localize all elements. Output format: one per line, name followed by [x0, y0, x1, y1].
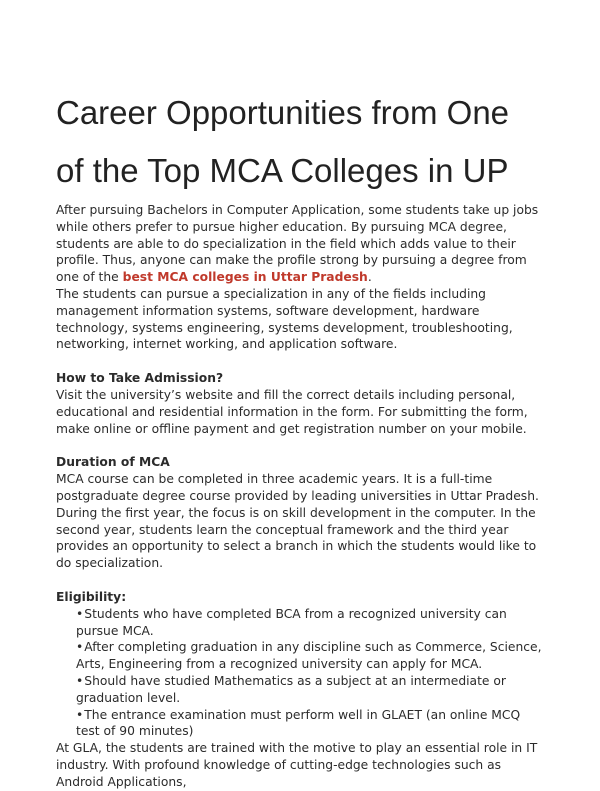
list-item [76, 673, 546, 707]
list-item-text: Should have studied Mathematics as a subject at an intermediate or graduation level. [76, 673, 506, 705]
title-line-1: Career Opportunities from One [56, 94, 510, 131]
admission-heading: How to Take Admission? [56, 371, 224, 386]
duration-paragraph: MCA course can be completed in three academic years. It is a full-time postgraduate degree course provided by leading universities in Uttar Pradesh. During the first year, the focus is on skill development in the computer. In the second year, students learn the conceptual framework and the third year provides an opportunity to select a branch in which the students would like to do specialization. [56, 472, 539, 571]
bullet-icon: • [76, 673, 84, 688]
intro-end: . [367, 270, 372, 285]
list-item-text: The entrance examination must perform well in GLAET (an online MCQ test of 90 minutes) [76, 707, 521, 739]
bullet-icon: • [76, 707, 84, 722]
list-item [76, 606, 546, 640]
list-item [76, 707, 546, 741]
list-item [76, 639, 546, 673]
list-item-text: Students who have completed BCA from a recognized university can pursue MCA. [76, 606, 507, 638]
title-line-2: of the Top MCA Colleges in UP [56, 152, 509, 189]
intro-text: After pursuing Bachelors in Computer Application, some students take up jobs while others prefer to pursue higher education. By pursuing MCA degree, students are able to do specialization in the field which adds value to their profile. Thus, anyone can make the profile strong by pursuing a degree from one of the [56, 203, 539, 285]
mca-colleges-link[interactable]: best MCA colleges in Uttar Pradesh [122, 270, 368, 285]
duration-heading: Duration of MCA [56, 455, 170, 470]
list-item-text: After completing graduation in any discipline such as Commerce, Science, Arts, Engineering from a recognized university can apply for MCA. [76, 640, 542, 672]
page-title [56, 84, 546, 200]
specialization-paragraph: The students can pursue a specialization in any of the fields including management information systems, software development, hardware technology, systems engineering, systems development, troubleshooting, networking, internet working, and application software. [56, 286, 513, 352]
admission-paragraph: Visit the university’s website and fill the correct details including personal, educational and residential information in the form. For submitting the form, make online or offline payment and get registration number on your mobile. [56, 387, 528, 436]
eligibility-list [56, 606, 546, 740]
bullet-icon: • [76, 606, 84, 621]
bullet-icon: • [76, 640, 84, 655]
intro-paragraph [56, 202, 546, 286]
eligibility-heading: Eligibility: [56, 589, 127, 604]
closing-paragraph: At GLA, the students are trained with the motive to play an essential role in IT industry. With profound knowledge of cutting-edge technologies such as Android Applications, [56, 741, 538, 789]
document-page [56, 84, 546, 791]
